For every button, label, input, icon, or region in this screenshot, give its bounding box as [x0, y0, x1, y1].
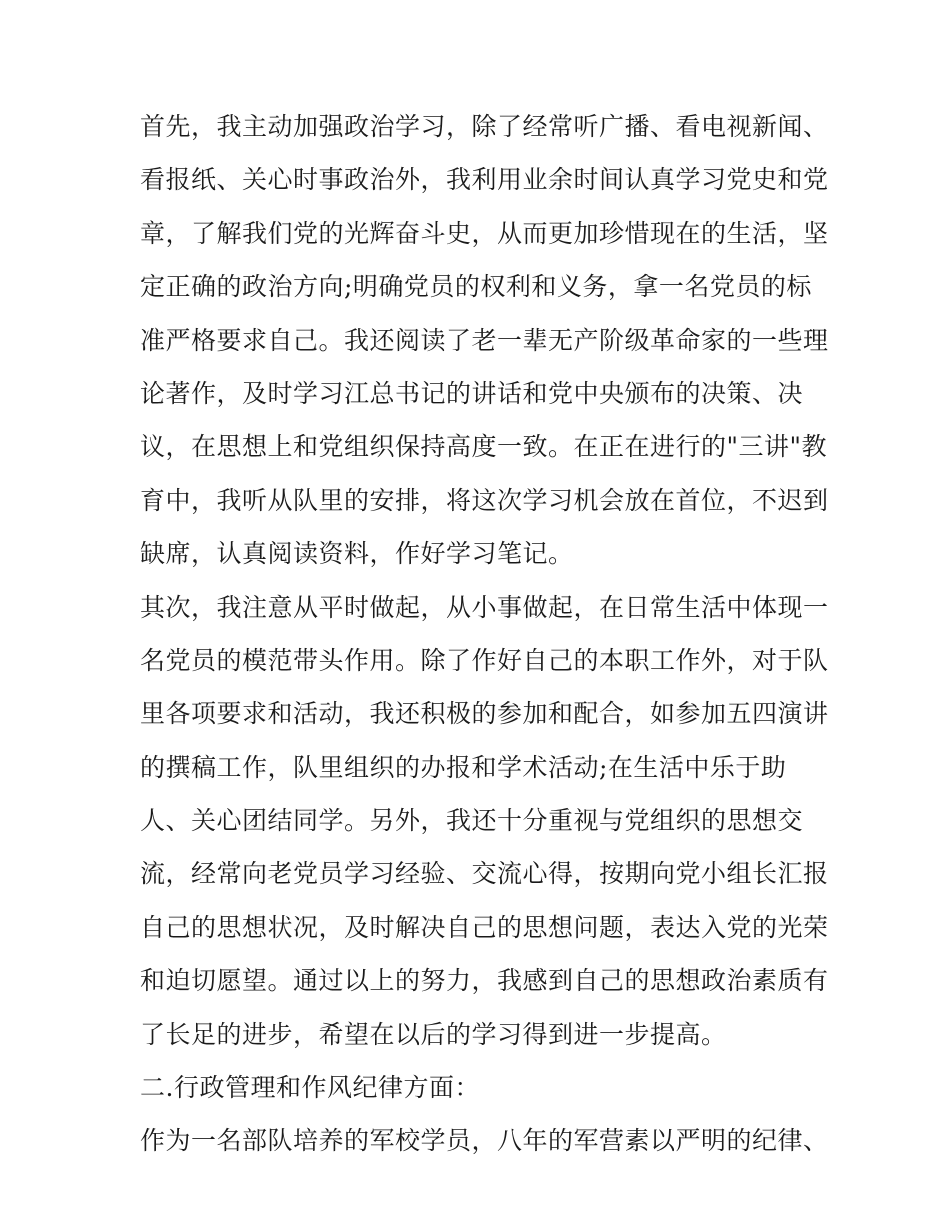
text-line: 名党员的模范带头作用。除了作好自己的本职工作外，对于队: [140, 645, 829, 675]
text-line: 首先，我主动加强政治学习，除了经常听广播、看电视新闻、: [140, 112, 829, 141]
text-line: 里各项要求和活动，我还积极的参加和配合，如参加五四演讲: [140, 699, 829, 729]
text-line: 议，在思想上和党组织保持高度一致。在正在进行的"三讲"教: [140, 432, 828, 462]
text-line: 准严格要求自己。我还阅读了老一辈无产阶级革命家的一些理: [140, 325, 829, 355]
body-text: [140, 100, 829, 1168]
text-line: 论著作，及时学习江总书记的讲话和党中央颁布的决策、决: [140, 378, 804, 408]
section-heading: 二.行政管理和作风纪律方面：: [140, 1073, 480, 1103]
text-line: 的撰稿工作，队里组织的办报和学术活动;在生活中乐于助: [140, 752, 787, 782]
text-line: 作为一名部队培养的军校学员，八年的军营素以严明的纪律、: [140, 1126, 829, 1156]
text-line: 看报纸、关心时事政治外，我利用业余时间认真学习党史和党: [140, 165, 829, 195]
text-line: 人、关心团结同学。另外，我还十分重视与党组织的思想交: [140, 806, 804, 836]
text-line: 定正确的政治方向;明确党员的权利和义务，拿一名党员的标: [140, 272, 812, 302]
text-line: 章，了解我们党的光辉奋斗史，从而更加珍惜现在的生活，坚: [140, 218, 829, 248]
text-line: 缺席，认真阅读资料，作好学习笔记。: [140, 539, 574, 569]
text-line: 其次，我注意从平时做起，从小事做起，在日常生活中体现一: [140, 592, 829, 622]
text-line: 了长足的进步，希望在以后的学习得到进一步提高。: [140, 1019, 727, 1049]
text-line: 育中，我听从队里的安排，将这次学习机会放在首位，不迟到: [140, 485, 829, 515]
text-line: 流，经常向老党员学习经验、交流心得，按期向党小组长汇报: [140, 859, 829, 889]
text-line: 和迫切愿望。通过以上的努力，我感到自己的思想政治素质有: [140, 966, 829, 996]
text-line: 自己的思想状况，及时解决自己的思想问题，表达入党的光荣: [140, 912, 829, 942]
